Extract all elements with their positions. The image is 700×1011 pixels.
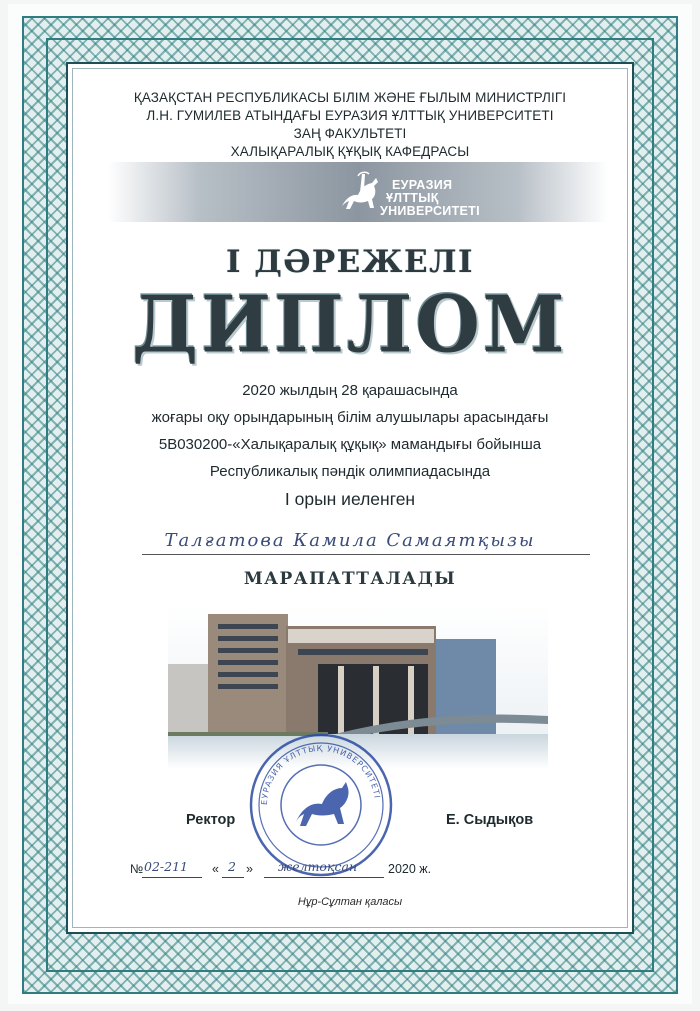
- university-heading: Л.Н. ГУМИЛЕВ АТЫНДАҒЫ ЕУРАЗИЯ ҰЛТТЫҚ УНИВЕРСИТЕТІ: [146, 108, 554, 123]
- name-underline: [142, 554, 590, 555]
- university-logo: [336, 164, 496, 220]
- doc-number-prefix: №: [130, 862, 144, 876]
- logo-text-line2: ҰЛТТЫҚ: [386, 191, 439, 205]
- date-day-close: »: [246, 862, 253, 876]
- date-month: желтоқсан: [278, 859, 358, 874]
- recipient-name: Талғатова Камила Самаятқызы: [164, 530, 536, 551]
- doc-number-underline: [142, 877, 202, 878]
- degree-title: I ДӘРЕЖЕЛІ: [225, 244, 474, 280]
- date-day-underline: [222, 877, 244, 878]
- date-day: 2: [228, 859, 236, 874]
- ministry-heading: ҚАЗАҚСТАН РЕСПУБЛИКАСЫ БІЛІМ ЖӘНЕ ҒЫЛЫМ МИНИСТРЛІГІ: [133, 90, 567, 105]
- doc-number: 02-211: [144, 859, 188, 874]
- department-heading: ХАЛЫҚАРАЛЫҚ ҚҰҚЫҚ КАФЕДРАСЫ: [230, 144, 470, 159]
- date-month-underline: [264, 877, 384, 878]
- students-line: жоғары оқу орындарының білім алушылары арасындағы: [151, 409, 549, 426]
- rector-label: Ректор: [186, 812, 236, 828]
- place-line: I орын иеленген: [284, 489, 416, 509]
- city-label: Нұр-Сұлтан қаласы: [297, 896, 403, 908]
- university-seal: [246, 730, 396, 880]
- faculty-heading: ЗАҢ ФАКУЛЬТЕТІ: [293, 126, 407, 141]
- awarded-label: МАРАПАТТАЛАДЫ: [243, 569, 457, 589]
- horse-rider-icon: [336, 168, 382, 216]
- seal-text: ЕУРАЗИЯ ҰЛТТЫҚ УНИВЕРСИТЕТІ: [259, 743, 382, 806]
- logo-text-line3: УНИВЕРСИТЕТІ: [380, 204, 480, 218]
- rector-name: Е. Сыдықов: [446, 812, 534, 828]
- date-day-open: «: [212, 862, 219, 876]
- specialty-line: 5В030200-«Халықаралық құқық» мамандығы бойынша: [158, 436, 542, 453]
- date-year: 2020 ж.: [388, 862, 432, 876]
- svg-text:ЕУРАЗИЯ ҰЛТТЫҚ УНИВЕРСИТЕТІ: [260, 744, 382, 805]
- diploma-title: ДИПЛОМ: [132, 279, 568, 371]
- diploma-sheet: [8, 4, 692, 1004]
- date-line: 2020 жылдың 28 қарашасында: [242, 382, 458, 399]
- logo-banner: [108, 162, 608, 222]
- diploma-panel: [66, 62, 634, 934]
- olympiad-line: Республикалық пәндік олимпиадасында: [209, 463, 491, 480]
- logo-text-line1: ЕУРАЗИЯ: [392, 178, 453, 192]
